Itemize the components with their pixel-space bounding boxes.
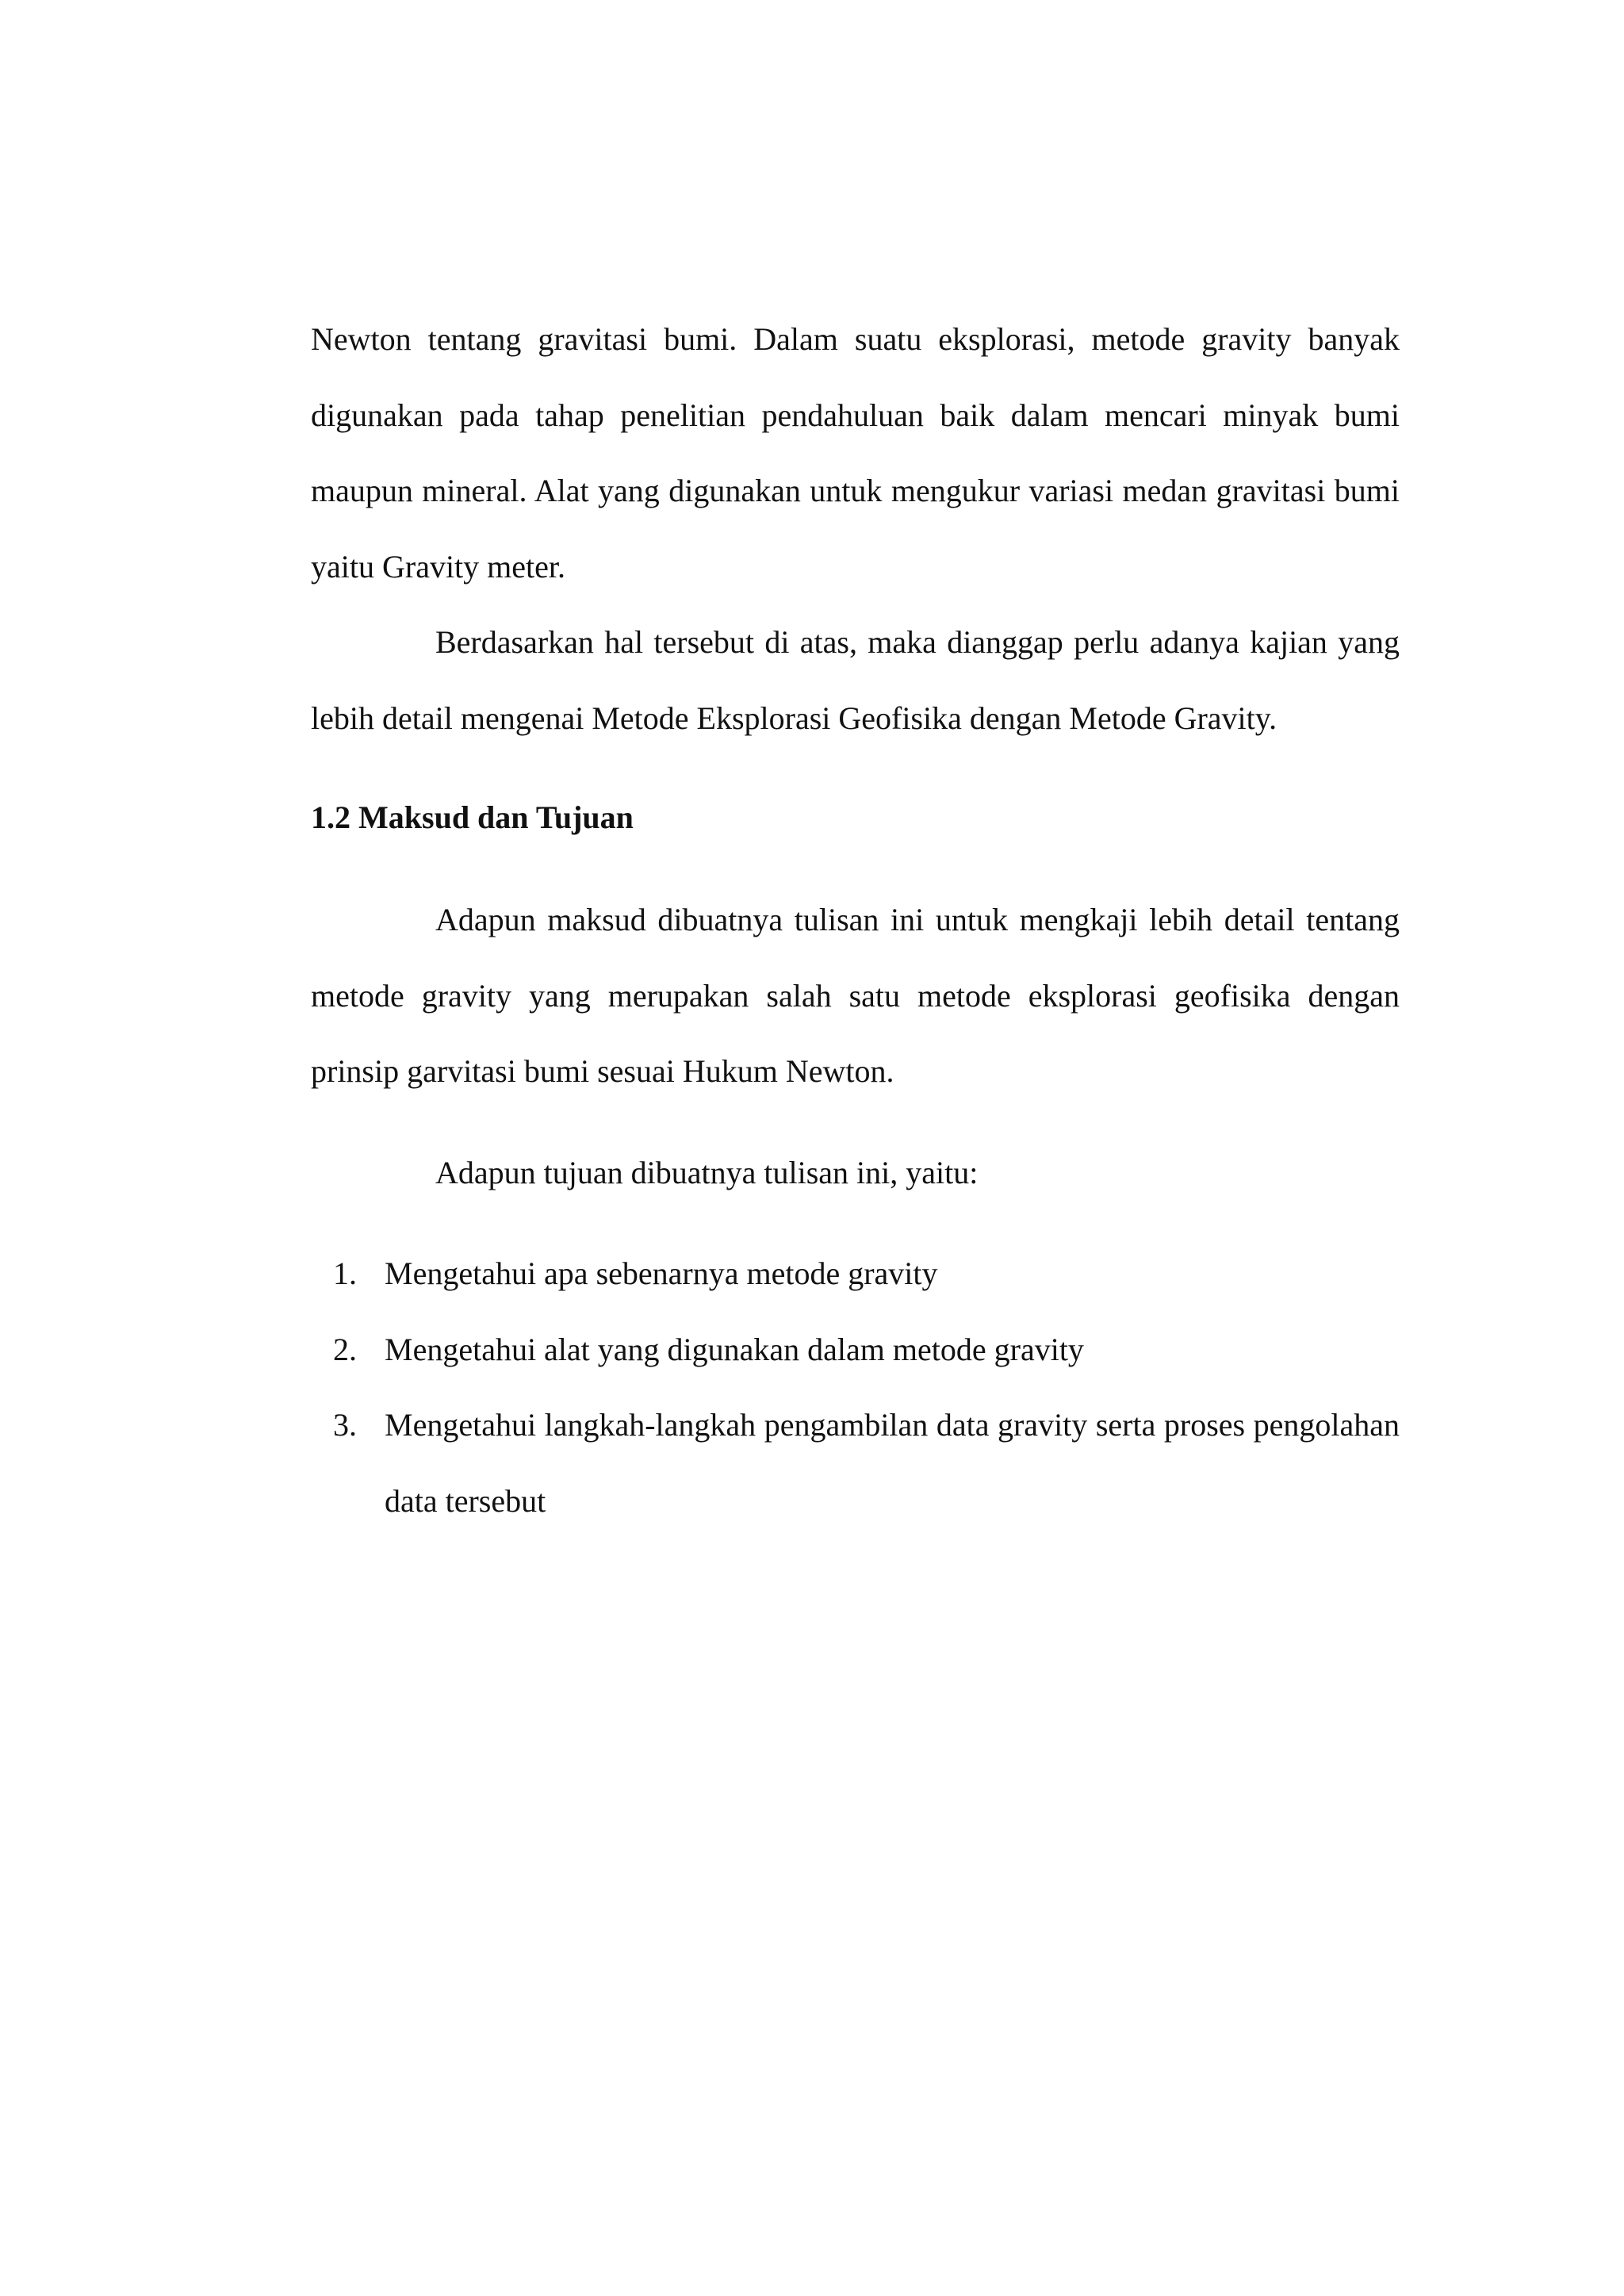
document-page [311,301,1400,1539]
list-item-text: Mengetahui apa sebenarnya metode gravity [385,1255,938,1291]
list-item-text: Mengetahui alat yang digunakan dalam metode gravity [385,1331,1084,1367]
objectives-list [311,1236,1400,1539]
list-item [311,1312,1400,1388]
list-item-number: 3. [333,1407,357,1443]
paragraph-purpose: Adapun maksud dibuatnya tulisan ini untuk mengkaji lebih detail tentang metode gravity yang merupakan salah satu metode eksplorasi geofisika dengan prinsip garvitasi bumi sesuai Hukum Newton. [311,902,1400,1089]
paragraph-gravity-intro: Newton tentang gravitasi bumi. Dalam suatu eksplorasi, metode gravity banyak digunakan pada tahap penelitian pendahuluan baik dalam mencari minyak bumi maupun mineral. Alat yang digunakan untuk mengukur variasi medan gravitasi bumi yaitu Gravity meter. [311,321,1400,585]
list-item [311,1236,1400,1312]
paragraph-conclusion: Berdasarkan hal tersebut di atas, maka dianggap perlu adanya kajian yang lebih detail mengenai Metode Eksplorasi Geofisika dengan Metode Gravity. [311,624,1400,736]
list-item [311,1387,1400,1539]
list-item-number: 2. [333,1331,357,1367]
section-heading: 1.2 Maksud dan Tujuan [311,799,634,835]
paragraph-objectives-intro: Adapun tujuan dibuatnya tulisan ini, yaitu: [435,1154,979,1190]
list-item-text: Mengetahui langkah-langkah pengambilan data gravity serta proses pengolahan data tersebut [385,1407,1400,1519]
list-item-number: 1. [333,1255,357,1291]
